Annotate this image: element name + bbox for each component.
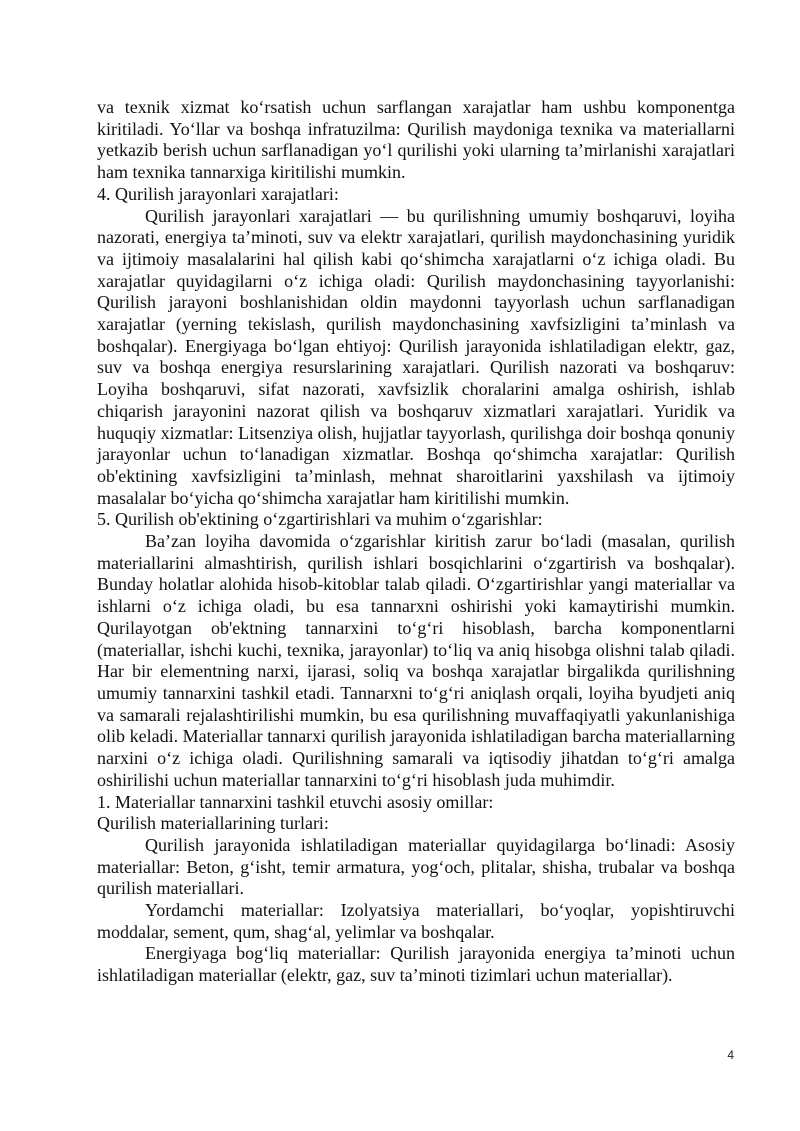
paragraph-process-costs: Qurilish jarayonlari xarajatlari — bu qurilishning umumiy boshqaruvi, loyiha nazorati, energiya ta’minoti, suv va elektr xarajatlari, qurilish maydonchasining yuridik va ijtimoiy masalalarini hal qilish kabi qo‘shimcha xarajatlarni o‘z ichiga oladi. Bu xarajatlar quyidagilarni o‘z ichiga oladi: Qurilish maydonchasining tayyorlanishi: Qurilish jarayoni boshlanishidan oldin maydonni tayyorlash uchun sarflanadigan xarajatlar (yerning tekislash, qurilish maydonchasining xavfsizligini ta’minlash va boshqalar). Energiyaga bo‘lgan ehtiyoj: Qurilish jarayonida ishlatiladigan elektr, gaz, suv va boshqa energiya resurslarining xarajatlari. Qurilish nazorati va boshqaruv: Loyiha boshqaruvi, sifat nazorati, xavfsizlik choralarini amalga oshirish, ishlab chiqarish jarayonini nazorat qilish va boshqaruv xizmatlari xarajatlari. Yuridik va huquqiy xizmatlar: Litsenziya olish, hujjatlar tayyorlash, qurilishga doir boshqa qonuniy jarayonlar uchun to‘lanadigan xizmatlar. Boshqa qo‘shimcha xarajatlar: Qurilish ob'ektining xavfsizligini ta’minlash, mehnat sharoitlarini yaxshilash va ijtimoiy masalalar bo‘yicha qo‘shimcha xarajatlar ham kiritilishi mumkin. [97, 205, 735, 508]
section-heading-object-changes: 5. Qurilish ob'ektining o‘zgartirishlari va muhim o‘zgarishlar: [97, 509, 543, 530]
document-page [97, 97, 735, 987]
paragraph-infrastructure: va texnik xizmat ko‘rsatish uchun sarflangan xarajatlar ham ushbu komponentga kiritiladi. Yo‘llar va boshqa infratuzilma: Qurilish maydoniga texnika va materiallarni yetkazib berish uchun sarflanadigan yo‘l qurilishi yoki ularning ta’mirlanishi xarajatlari ham texnika tannarxiga kiritilishi mumkin. [97, 97, 735, 183]
subheading-material-types: Qurilish materiallarining turlari: [97, 813, 329, 834]
section-heading-construction-process-costs: 4. Qurilish jarayonlari xarajatlari: [97, 183, 339, 204]
paragraph-main-materials: Qurilish jarayonida ishlatiladigan materiallar quyidagilarga bo‘linadi: Asosiy materiallar: Beton, g‘isht, temir armatura, yog‘och, plitalar, shisha, trubalar va boshqa qurilish materiallari. [97, 834, 735, 899]
paragraph-auxiliary-materials: Yordamchi materiallar: Izolyatsiya materiallari, bo‘yoqlar, yopishtiruvchi moddalar, sement, qum, shag‘al, yelimlar va boshqalar. [97, 900, 735, 942]
section-heading-material-cost-factors: 1. Materiallar tannarxini tashkil etuvchi asosiy omillar: [97, 791, 494, 812]
paragraph-object-changes: Ba’zan loyiha davomida o‘zgarishlar kiritish zarur bo‘ladi (masalan, qurilish materiallarini almashtirish, qurilish ishlari bosqichlarini o‘zgartirish va boshqalar). Bunday holatlar alohida hisob-kitoblar talab qiladi. O‘zgartirishlar yangi materiallar va ishlarni o‘z ichiga oladi, bu esa tannarxni oshirishi yoki kamaytirishi mumkin. Qurilayotgan ob'ektning tannarxini to‘g‘ri hisoblash, barcha komponentlarni (materiallar, ishchi kuchi, texnika, jarayonlar) to‘liq va aniq hisobga olishni talab qiladi. Har bir elementning narxi, ijarasi, soliq va boshqa xarajatlar birgalikda qurilishning umumiy tannarxini tashkil etadi. Tannarxni to‘g‘ri aniqlash orqali, loyiha byudjeti aniq va samarali rejalashtirilishi mumkin, bu esa qurilishning muvaffaqiyatli yakunlanishiga olib keladi. Materiallar tannarxi qurilish jarayonida ishlatiladigan barcha materiallarning narxini o‘z ichiga oladi. Qurilishning samarali va iqtisodiy jihatdan to‘g‘ri amalga oshirilishi uchun materiallar tannarxini to‘g‘ri hisoblash juda muhimdir. [97, 531, 735, 790]
paragraph-energy-materials: Energiyaga bog‘liq materiallar: Qurilish jarayonida energiya ta’minoti uchun ishlatiladigan materiallar (elektr, gaz, suv ta’minoti tizimlari uchun materiallar). [97, 943, 735, 986]
page-number: 4 [727, 1048, 734, 1062]
